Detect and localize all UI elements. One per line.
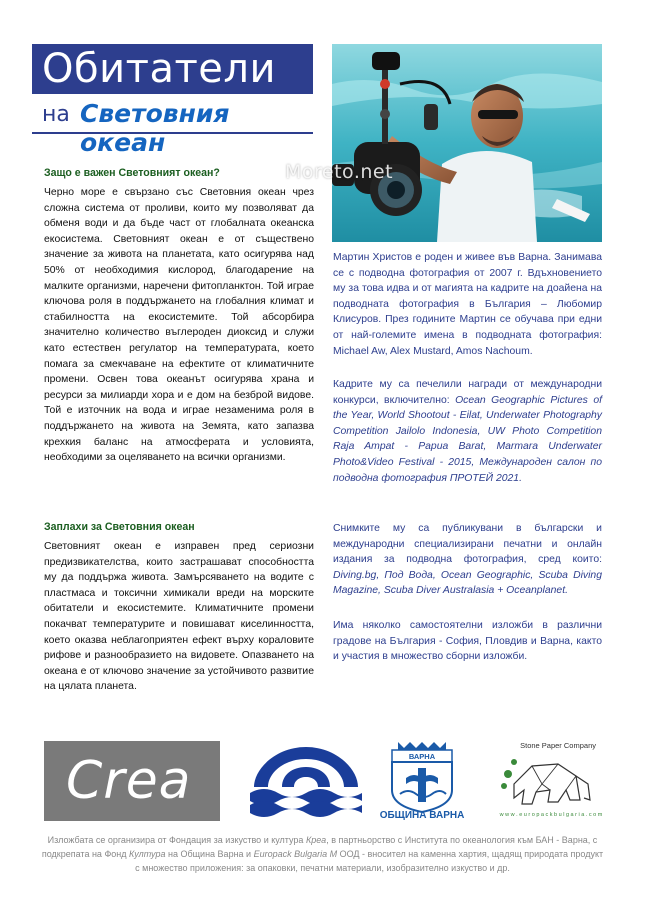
section-body-threats: Световният океан е изправен пред сериозни предизвикателства, които застрашават способността му да поддържа живота. Замърсяването на водите с пластмаса и токсични химикали вреди на морските обитатели и екосистемите. Климатичните промени покачват температурите и повишават киселинността, което оказва неблагоприятен ефект върху кораловите рифове и разнообразието на видовете. Опазването на океана е от ключово значение за устойчивото развитие на цялата планета.: [44, 541, 314, 693]
awards-intro: Кадрите му са печелили награди от международни конкурси, включително:: [333, 379, 602, 406]
photographer-photo: [332, 44, 602, 242]
varna-caption: ОБЩИНА ВАРНА: [379, 810, 465, 821]
page-subtitle: [32, 98, 313, 157]
institute-oceanology-logo: [246, 741, 366, 823]
page-title: Обитатели: [32, 44, 313, 94]
subtitle-main: Световния океан: [80, 99, 230, 157]
bio-text-1: Мартин Христов е роден и живее във Варна. Занимава се с подводна фотография от 2007 г. Вдъхновението му за това идва и от магията на кадрите на доайена на подводната фотография в България – Любомир Клисуров. През годините Мартин се обучава при едни от най-големите имена в подводната фотография: Michael Aw, Alex Mustard, Amos Nachoum.: [333, 252, 602, 357]
bio-paragraph-1: [333, 250, 602, 359]
footer-text-3: на Община Варна и: [165, 849, 254, 859]
footer-fund: Култура: [129, 849, 166, 859]
bio-paragraph-exhibitions: [333, 618, 602, 665]
section-heading-threats: Заплахи за Световния океан: [44, 521, 195, 533]
footer-europack: Europack Bulgaria M: [253, 849, 338, 859]
bio-text-exhibitions: Има няколко самостоятелни изложби в различни градове на България - София, Пловдив и Варна, както и участия в множество сборни изложби.: [333, 620, 602, 663]
stone-paper-company-title: Stone Paper Company: [520, 741, 596, 750]
bio-paragraph-awards: [333, 377, 602, 486]
footer-text-4: ООД - вносител на каменна хартия, щадящ природата продукт с множество приложения: за опаковки, печатни материали, изобразително изкуство и др.: [135, 849, 604, 873]
footer-credits: [40, 833, 605, 875]
bio-text-awards: [333, 377, 602, 486]
crea-logo: Crea: [44, 741, 220, 821]
stone-paper-url: w w w . e u r o p a c k b u l g a r i a . c o m: [499, 812, 603, 818]
publications-list: Diving.bg, Под Вода, Ocean Geographic, Scuba Diving Magazine, Scuba Diver Australasia + Oceanplanet.: [333, 569, 602, 597]
bio-paragraph-publications: [333, 521, 602, 599]
section-threats: [44, 521, 314, 695]
section-why-ocean: [44, 167, 314, 466]
bio-text-publications: [333, 521, 602, 599]
section-heading-why: Защо е важен Световният океан?: [44, 167, 220, 179]
varna-crest-label: ВАРНА: [408, 752, 436, 761]
footer-text-1: Изложбата се организира от Фондация за изкуство и култура: [47, 835, 306, 845]
watermark-text: Moreto.net: [285, 161, 394, 183]
awards-list: Ocean Geographic Pictures of the Year, World Shootout - Eilat, Underwater Photography Competition Jailolo Indonesia, UW Photo Competition Raja Ampat - Papua Barat, Marmara Underwater Photo&Video Festival - 2015, Международен салон по подводна фотография ПРОТЕЙ 2021.: [333, 394, 602, 484]
footer-crea: Креа: [305, 835, 327, 845]
section-body-why: Черно море е свързано със Световния океан чрез сложна система от проливи, които му позволяват да обменя води и да бъде част от глобалната океанска екосистема. Световният океан е от съществено значение за живота на планетата, като осигурява над 50% от необходимия кислород, благодарение на малките организми, наречени фитопланктон. Той играе ключова роля в поддържането на глобалния климат и стабилността на екосистемите. Той абсорбира значително количество въглероден диоксид и служи като естествен регулатор на температурата, което помага за смекчаване на ефектите от климатичните промени. Освен това океанът осигурява храна и ресурси за милиарди хора и е дом на безброй видове. Той е източник на вода и играе незаменима роля в поддържането на живота на Земята, като запазва крехкия баланс на атмосферата и условията, необходими за оцеляването на всички организми.: [44, 187, 314, 464]
photographer-image-graphic: [332, 44, 602, 242]
publications-intro: Снимките му са публикувани в български и международни специализирани печатни и онлайн издания за подводна фотография, сред които:: [333, 523, 602, 566]
subtitle-prefix: на: [42, 102, 70, 127]
footer-text-2: , в партньорство с Института по океанология към БАН - Варна, с подкрепата на Фонд: [41, 835, 598, 859]
